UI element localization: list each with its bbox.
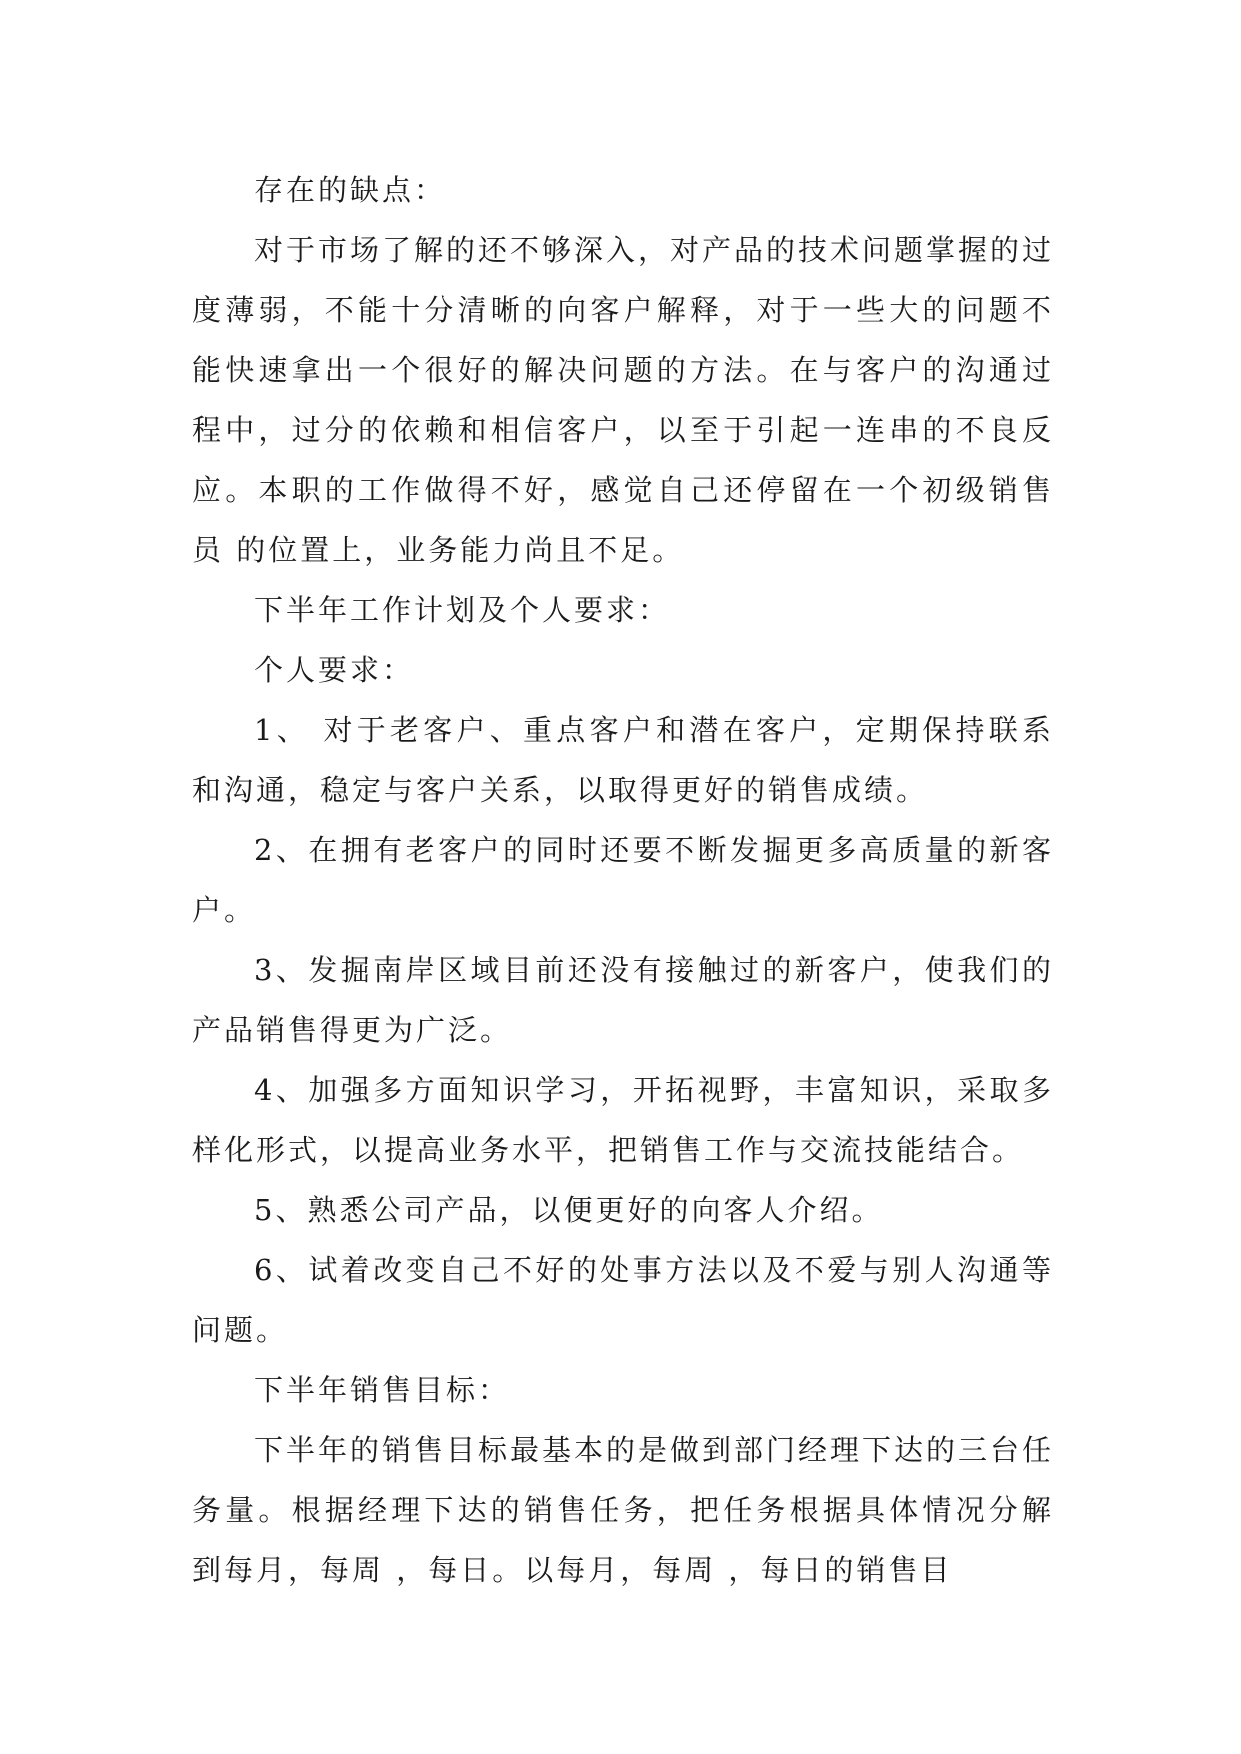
heading-sales-target: 下半年销售目标： — [254, 1373, 511, 1407]
heading-shortcomings: 存在的缺点： — [254, 173, 447, 207]
heading-personal-requirements: 个人要求： — [254, 653, 415, 687]
list-item-5: 5、熟悉公司产品，以便更好的向客人介绍。 — [254, 1193, 884, 1227]
paragraph-shortcomings: 对于市场了解的还不够深入，对产品的技术问题掌握的过度薄弱，不能十分清晰的向客户解释，对于一些大的问题不能快速拿出一个很好的解决问题的方法。在与客户的沟通过程中，过分的依赖和相信客户，以至于引起一连串的不良反应。本职的工作做得不好，感觉自己还停留在一个初级销售员 的位置上，业务能力尚且不足。 — [192, 233, 1055, 567]
list-item-6: 6、试着改变自己不好的处事方法以及不爱与别人沟通等问题。 — [192, 1253, 1054, 1347]
document-body — [192, 160, 1054, 1600]
list-item-1: 1、 对于老客户、重点客户和潜在客户，定期保持联系和沟通，稳定与客户关系，以取得更好的销售成绩。 — [192, 713, 1054, 807]
paragraph-sales-target: 下半年的销售目标最基本的是做到部门经理下达的三台任务量。根据经理下达的销售任务，把任务根据具体情况分解到每月，每周 ，每日。以每月，每周 ，每日的销售目 — [192, 1433, 1055, 1587]
list-item-2: 2、在拥有老客户的同时还要不断发掘更多高质量的新客户。 — [192, 833, 1054, 927]
list-item-3: 3、发掘南岸区域目前还没有接触过的新客户，使我们的产品销售得更为广泛。 — [192, 953, 1054, 1047]
list-item-4: 4、加强多方面知识学习，开拓视野，丰富知识，采取多样化形式，以提高业务水平，把销售工作与交流技能结合。 — [192, 1073, 1054, 1167]
heading-plan: 下半年工作计划及个人要求： — [254, 593, 671, 627]
